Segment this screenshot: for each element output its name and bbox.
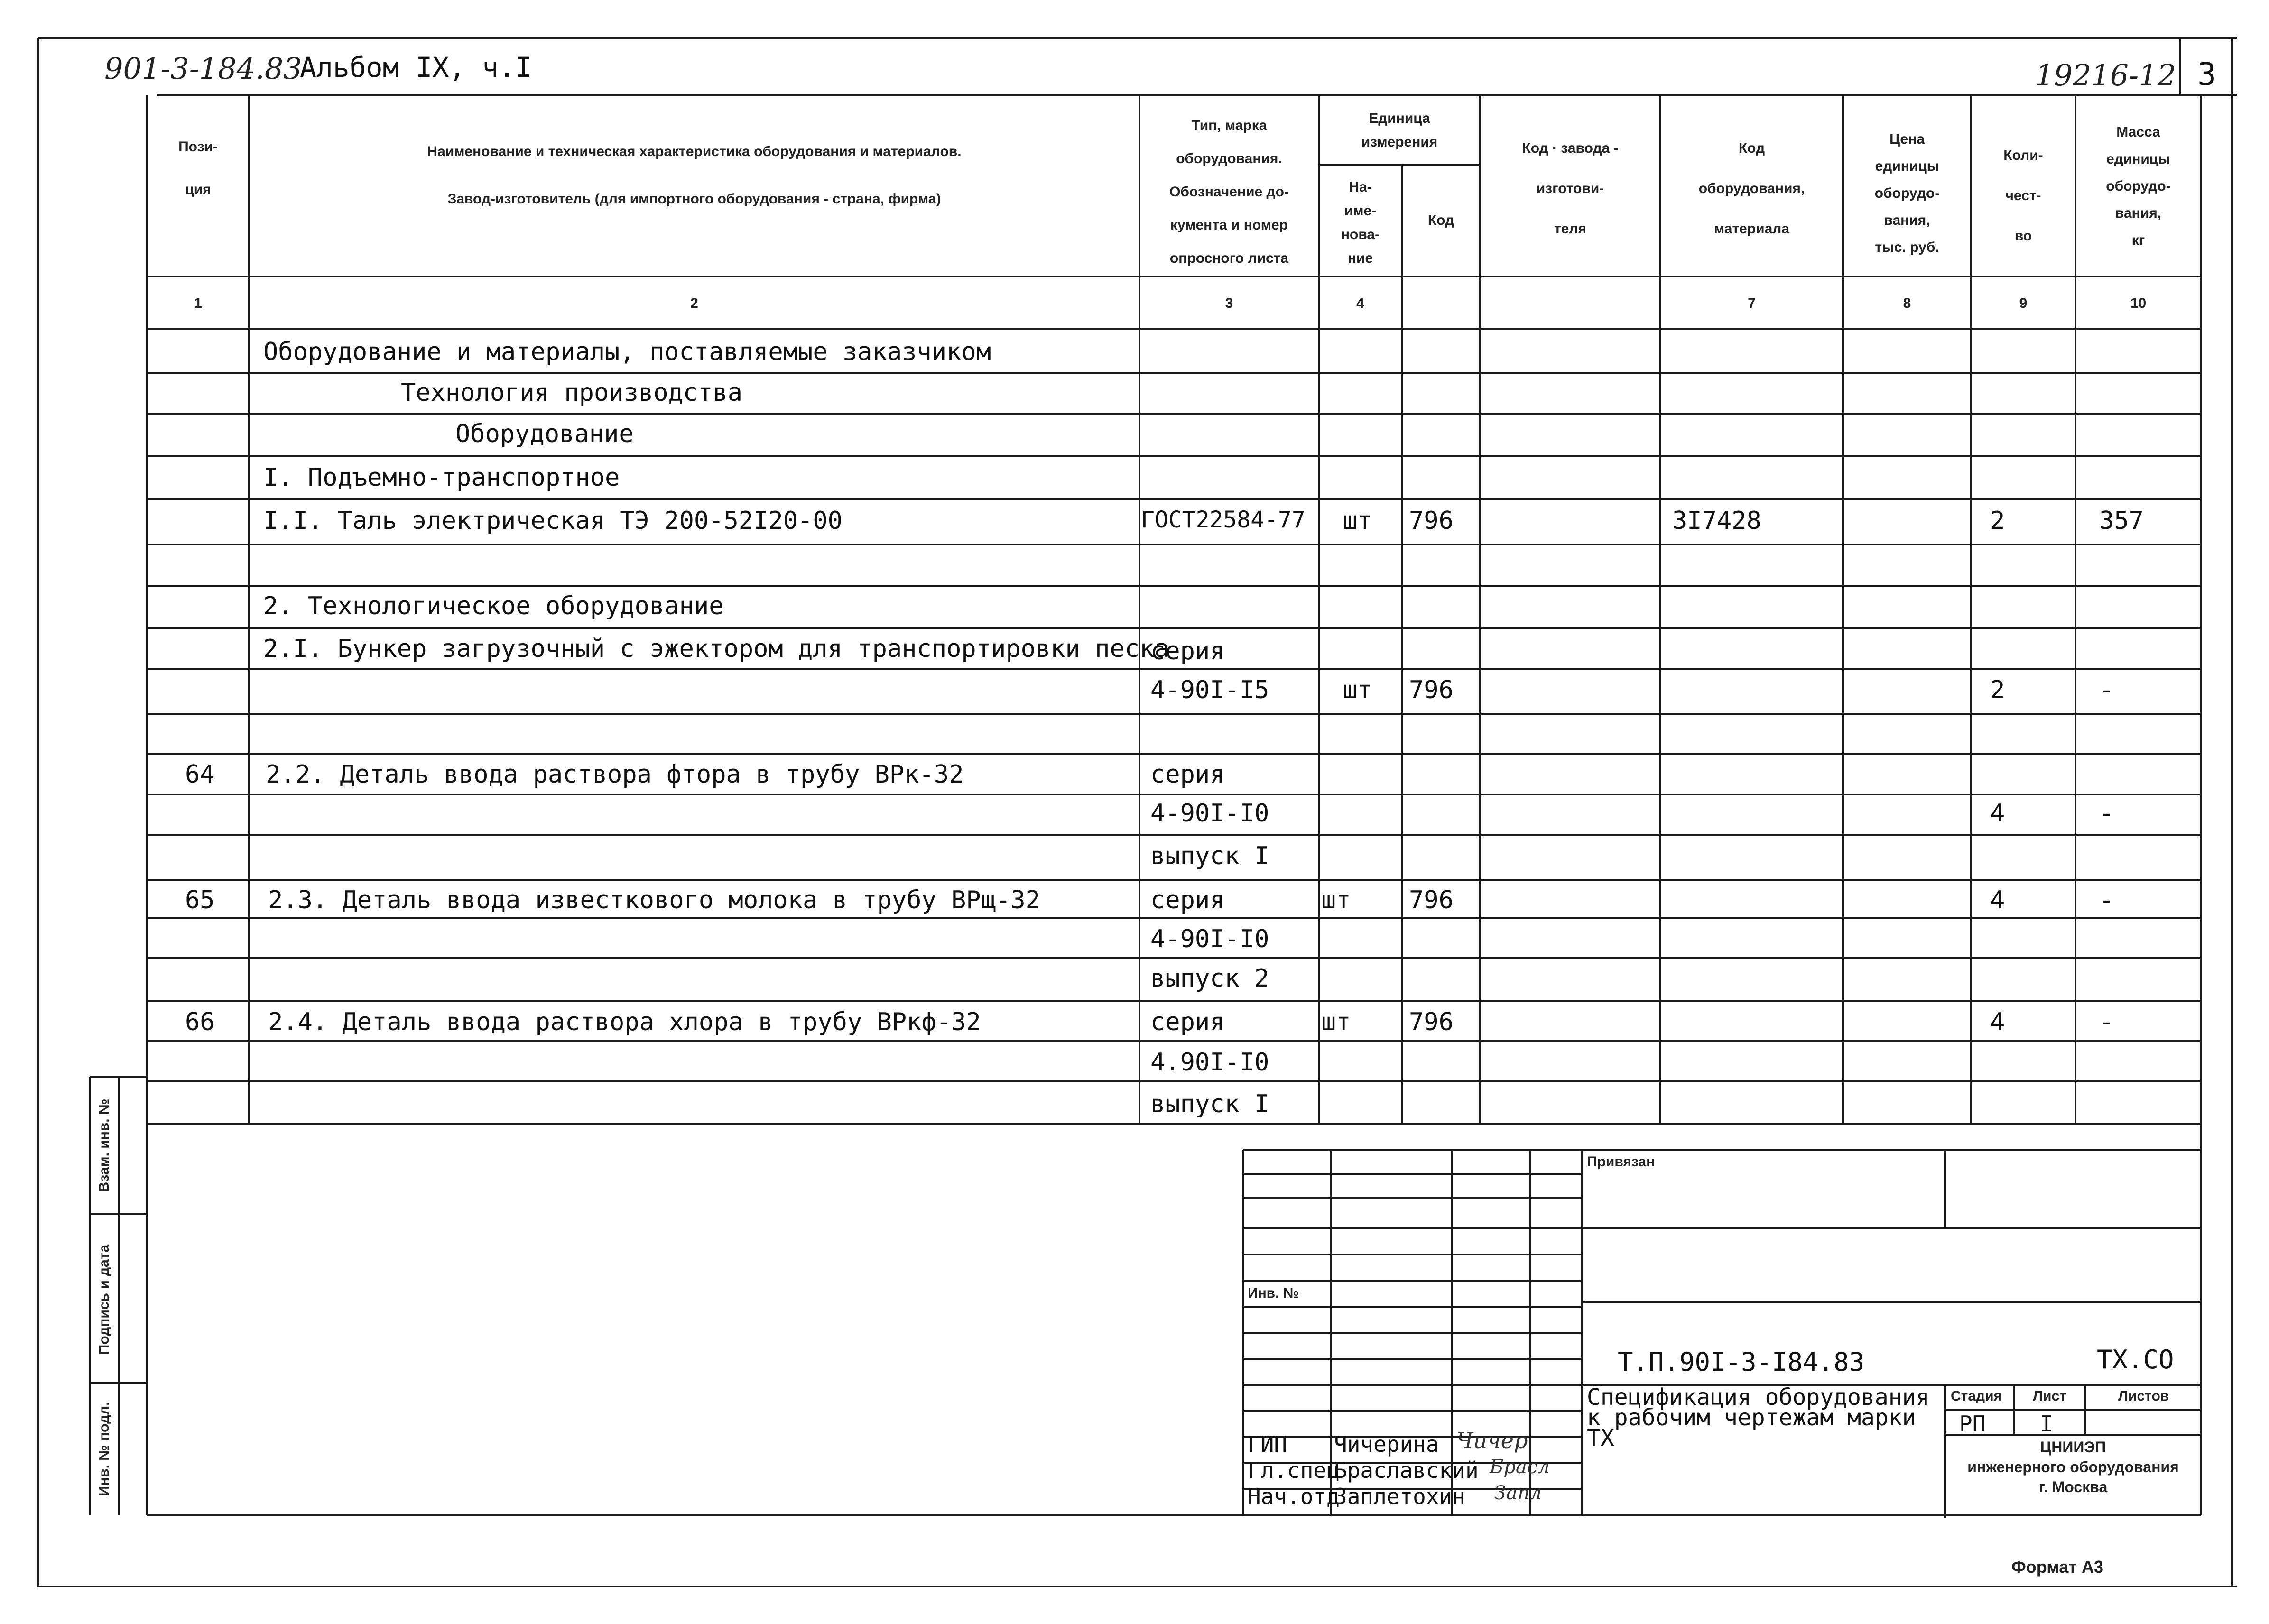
signature-name: Браславский: [1334, 1458, 1479, 1483]
column-header-manufacturer-code: Код · завода - изготови- теля: [1522, 140, 1619, 237]
row-mass: -: [2099, 1008, 2114, 1036]
column-header-unit-code: Код: [1427, 212, 1454, 228]
row-name: 2.3. Деталь ввода известкового молока в трубу ВРщ-32: [268, 886, 1040, 914]
doc-code: Т.П.90I-3-I84.83: [1618, 1347, 1865, 1377]
row-position: 66: [185, 1008, 215, 1036]
row-type: выпуск I: [1150, 842, 1269, 870]
sheet-label: Лист: [2033, 1388, 2066, 1404]
column-header-type: Тип, марка оборудования. Обозначение до- кумента и номер опросного листа: [1169, 118, 1289, 266]
row-unit-code: 796: [1409, 886, 1454, 914]
row-unit: шт: [1343, 676, 1372, 704]
column-number: 2: [690, 295, 698, 311]
row-quantity: 4: [1990, 1008, 2005, 1036]
row-name: 2.2. Деталь ввода раствора фтора в трубу ВРк-32: [266, 760, 964, 789]
signature-role: Гл.спец: [1248, 1458, 1340, 1483]
album-label: Альбом IX, ч.I: [300, 51, 532, 83]
row-unit: шт: [1321, 1008, 1351, 1036]
row-name: 2.I. Бункер загрузочный с эжектором для транспортировки песка: [263, 635, 1169, 663]
side-stamp-signature-label: Подпись и дата: [96, 1244, 112, 1355]
row-type: 4-90I-I0: [1150, 925, 1269, 953]
signature-scribble: Чичер: [1456, 1428, 1528, 1453]
row-name: 2.4. Деталь ввода раствора хлора в трубу ВРкф-32: [268, 1008, 981, 1036]
row-quantity: 2: [1990, 676, 2005, 704]
privyazan-label: Привязан: [1587, 1154, 1655, 1170]
row-mass: 357: [2099, 507, 2144, 535]
column-header-quantity: Коли- чест- во: [2003, 148, 2043, 244]
signature-name: Чичерина: [1334, 1431, 1439, 1457]
signature-scribble: Запл: [1494, 1482, 1542, 1504]
organization: ЦНИИЭП инженерного оборудования г. Москва: [1967, 1439, 2179, 1495]
column-header-unit-group: Единица измерения: [1361, 111, 1438, 150]
side-stamp-vzam-label: Взам. инв. №: [96, 1098, 112, 1192]
signature-name: Заплетохин: [1334, 1484, 1465, 1509]
sheets-label: Листов: [2118, 1388, 2169, 1404]
column-number: 9: [2019, 295, 2028, 311]
column-header-price: Цена единицы оборудо- вания, тыс. руб.: [1874, 131, 1940, 255]
row-type: выпуск I: [1150, 1090, 1269, 1118]
stage-label: Стадия: [1951, 1388, 2002, 1404]
document-title: Спецификация оборудования к рабочим чертежам марки ТХ: [1587, 1384, 1930, 1451]
format-label: Формат А3: [2011, 1557, 2104, 1577]
column-number: 3: [1225, 295, 1233, 311]
column-header-mass: Масса единицы оборудо- вания, кг: [2106, 124, 2171, 248]
inventory-number-handwritten: 19216-12: [2035, 58, 2176, 92]
row-quantity: 4: [1990, 799, 2005, 828]
inv-no-label: Инв. №: [1248, 1285, 1299, 1301]
sheet-value: I: [2040, 1411, 2053, 1437]
doc-number-handwritten: 901-3-184.83: [104, 51, 302, 86]
row-unit-code: 796: [1409, 676, 1454, 704]
row-mass: -: [2099, 676, 2114, 704]
row-name: Технология производства: [401, 378, 743, 407]
row-type: 4.90I-I0: [1150, 1048, 1269, 1077]
row-name: Оборудование: [455, 420, 634, 448]
column-number: 8: [1903, 295, 1911, 311]
row-type: серия: [1150, 637, 1225, 665]
page-number: 3: [2197, 56, 2216, 92]
row-mass: -: [2099, 799, 2114, 828]
row-name: I.I. Таль электрическая ТЭ 200-52I20-00: [263, 507, 843, 535]
row-mass: -: [2099, 886, 2114, 914]
row-name: 2. Технологическое оборудование: [263, 592, 724, 620]
row-type: ГОСТ22584-77: [1141, 507, 1306, 533]
row-type: серия: [1150, 760, 1225, 789]
side-stamp-inv-label: Инв. № подл.: [96, 1402, 112, 1496]
signature-role: ГИП: [1248, 1431, 1287, 1457]
row-position: 64: [185, 760, 215, 789]
row-type: 4-90I-I0: [1150, 799, 1269, 828]
row-type: выпуск 2: [1150, 964, 1269, 993]
row-equipment-code: 3I7428: [1672, 507, 1761, 535]
row-unit-code: 796: [1409, 1008, 1454, 1036]
column-header-name: Наименование и техническая характеристика оборудования и материалов. Завод-изготовитель (для импортного оборудования - страна, фирма): [427, 144, 962, 207]
row-unit-code: 796: [1409, 507, 1454, 535]
row-type: серия: [1150, 886, 1225, 914]
signature-role: Нач.отд: [1248, 1484, 1340, 1509]
column-number: 7: [1748, 295, 1756, 311]
column-header-equipment-code: Код оборудования, материала: [1698, 140, 1805, 237]
row-quantity: 4: [1990, 886, 2005, 914]
row-position: 65: [185, 886, 215, 914]
row-quantity: 2: [1990, 507, 2005, 535]
column-header-position: Пози- ция: [178, 139, 218, 197]
stage-value: РП: [1959, 1411, 1986, 1437]
column-number: 10: [2130, 295, 2147, 311]
mark-code: ТХ.СО: [2097, 1345, 2174, 1375]
row-type: серия: [1150, 1008, 1225, 1036]
column-number: 4: [1356, 295, 1364, 311]
row-name: Оборудование и материалы, поставляемые заказчиком: [263, 338, 991, 366]
row-name: I. Подъемно-транспортное: [263, 463, 620, 492]
row-unit: шт: [1343, 507, 1372, 535]
column-header-unit-name: На- име- нова- ние: [1341, 179, 1380, 266]
signature-scribble: Брасл: [1490, 1456, 1550, 1478]
row-type: 4-90I-I5: [1150, 676, 1269, 704]
row-unit: шт: [1321, 886, 1351, 914]
column-number: 1: [194, 295, 202, 311]
